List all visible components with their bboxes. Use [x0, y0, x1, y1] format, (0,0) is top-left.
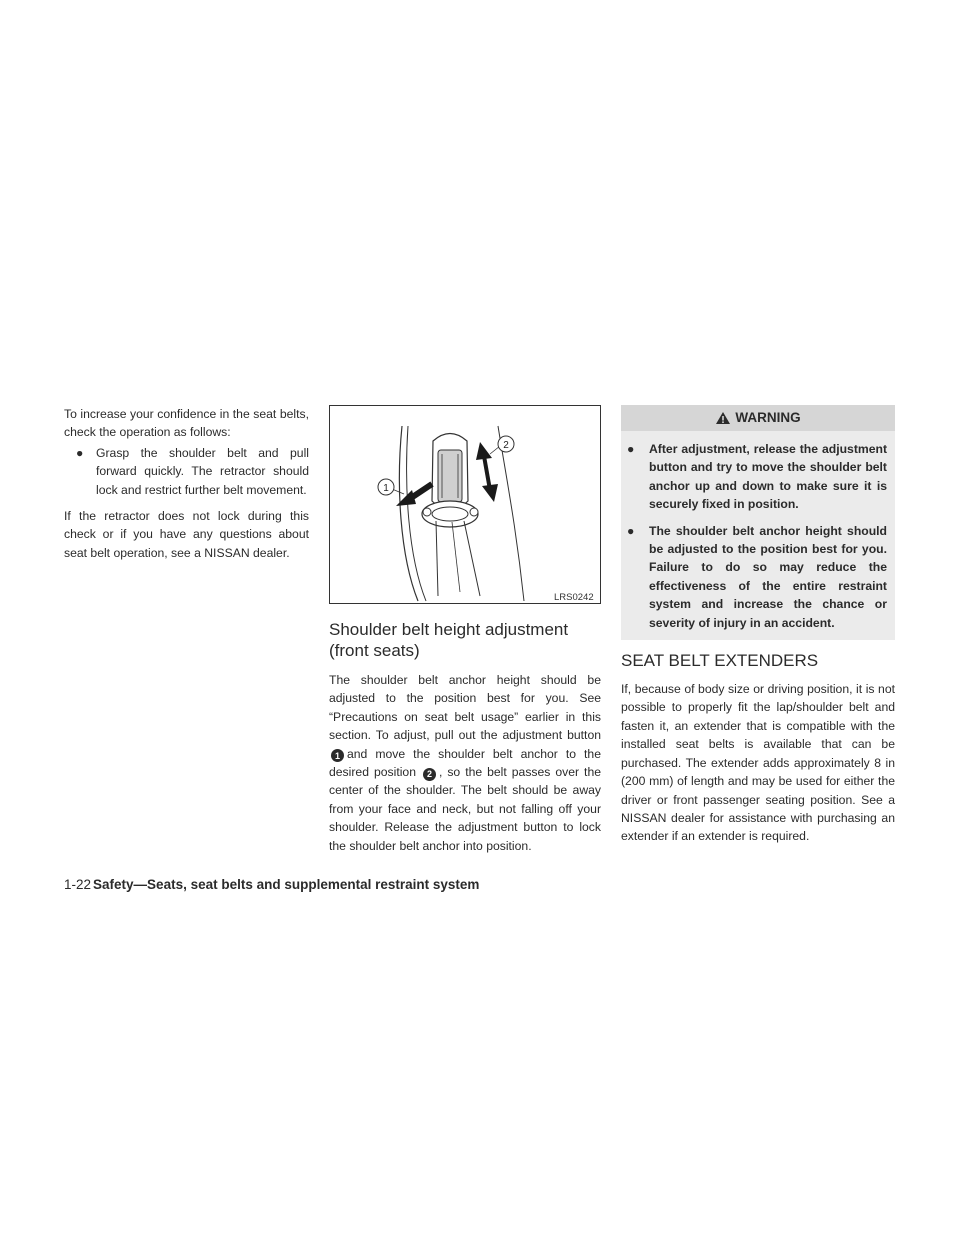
column-left	[64, 405, 309, 562]
check-bullet	[64, 444, 309, 499]
warning-body	[621, 431, 895, 640]
shoulder-text-a: The shoulder belt anchor height should be adjusted to the position best for you. See “Precautions on seat belt usage” earlier in this section. To adjust, pull out the adjustment button	[329, 673, 601, 743]
warning-header	[621, 405, 895, 431]
belt-anchor-illustration	[330, 406, 600, 603]
warning-item	[621, 522, 887, 632]
bullet-dot: ●	[76, 445, 84, 460]
check-bullet-text: Grasp the shoulder belt and pull forward quickly. The retractor should lock and restrict further belt movement.	[96, 445, 309, 497]
callout-1: 1	[383, 483, 389, 494]
shoulder-heading: Shoulder belt height adjustment (front seats)	[329, 620, 569, 660]
marker-2-icon: 2	[423, 768, 436, 781]
warning-item-text: After adjustment, release the adjustment button and try to move the shoulder belt anchor up and down to make sure it is securely fixed in position.	[649, 442, 887, 512]
outro-paragraph: If the retractor does not lock during this check or if you have any questions about seat belt operation, see a NISSAN dealer.	[64, 509, 309, 560]
extenders-paragraph: If, because of body size or driving position, it is not possible to properly fit the lap/shoulder belt and fasten it, an extender that is compatible with the installed seat belts is available that can be purchased. The extender adds approximately 8 in (200 mm) of length and may be used for either the driver or front passenger seating position. See a NISSAN dealer for assistance with purchasing an extender if an extender is required.	[621, 682, 895, 844]
warning-item-text: The shoulder belt anchor height should be adjusted to the position best for you. Failure to do so may reduce the effectiveness of the entire restraint system and increase the chance or severity of injury in an accident.	[649, 523, 887, 630]
marker-1-icon: 1	[331, 749, 344, 762]
column-middle	[329, 405, 601, 855]
shoulder-text-c: , so the belt passes over the center of the shoulder. The belt should be away from your face and neck, but not falling off your shoulder. Release the adjustment button to lock the shoulder belt anchor into position.	[329, 765, 601, 853]
column-right	[621, 405, 895, 846]
page-number: 1-22	[64, 877, 92, 892]
page-footer	[64, 877, 479, 892]
shoulder-text-b: and move the shoulder belt anchor to the desired position	[329, 746, 601, 780]
callout-2: 2	[503, 440, 509, 451]
warning-title: WARNING	[735, 409, 801, 425]
footer-title: Safety—Seats, seat belts and supplemental restraint system	[93, 877, 480, 892]
shoulder-belt-figure	[329, 405, 601, 604]
shoulder-paragraph	[329, 671, 601, 855]
bullet-dot: ●	[627, 523, 635, 538]
intro-paragraph: To increase your confidence in the seat belts, check the operation as follows:	[64, 407, 309, 440]
bullet-dot: ●	[627, 442, 635, 456]
warning-triangle-icon	[715, 411, 731, 425]
figure-id: LRS0242	[554, 592, 594, 603]
extenders-heading: SEAT BELT EXTENDERS	[621, 651, 819, 671]
warning-item	[621, 440, 887, 514]
